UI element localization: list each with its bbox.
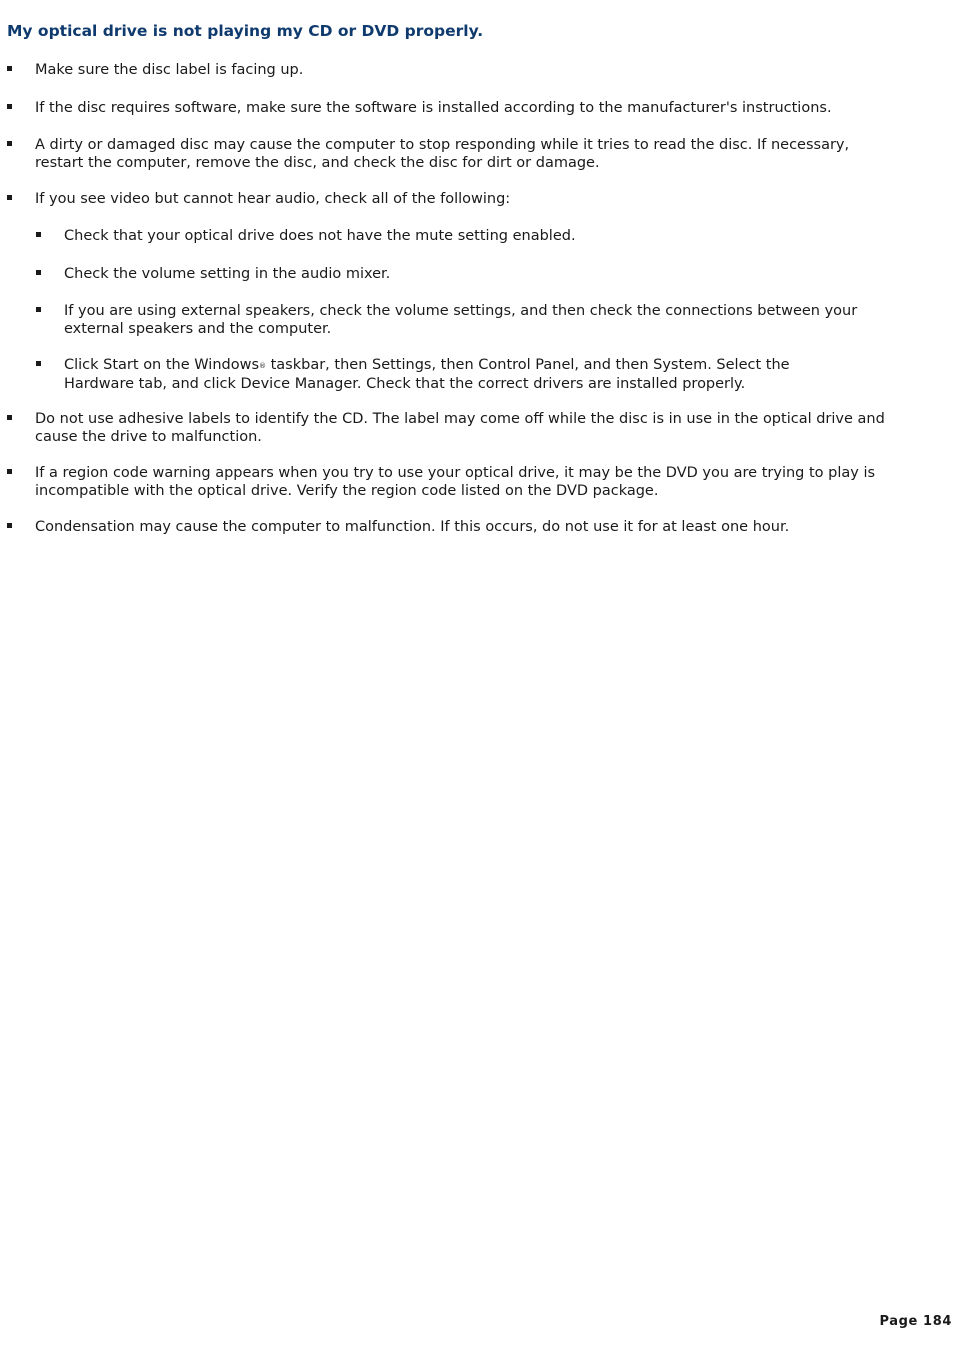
- sub-list-item-text: Click Start on the Windows: [64, 357, 259, 373]
- bullet-marker: [7, 141, 12, 146]
- bullet-marker: [7, 104, 12, 109]
- sub-bullet-marker: [36, 232, 41, 237]
- list-item: Do not use adhesive labels to identify the CD. The label may come off while the disc is in use in the optical drive and cause the drive to malfunction.: [35, 411, 885, 445]
- page-title: My optical drive is not playing my CD or DVD properly.: [7, 22, 484, 40]
- bullet-marker: [7, 66, 12, 71]
- sub-bullet-marker: [36, 270, 41, 275]
- list-item: If the disc requires software, make sure the software is installed according to the manufacturer's instructions.: [35, 100, 832, 116]
- page-number: Page 184: [879, 1314, 952, 1329]
- list-item: Condensation may cause the computer to malfunction. If this occurs, do not use it for at least one hour.: [35, 519, 790, 535]
- sub-bullet-marker: [36, 361, 41, 366]
- bullet-marker: [7, 523, 12, 528]
- sub-list-item: Check the volume setting in the audio mixer.: [64, 266, 391, 282]
- list-item: If a region code warning appears when you try to use your optical drive, it may be the DVD you are trying to play is incompatible with the optical drive. Verify the region code listed on the DVD package.: [35, 465, 876, 499]
- sub-list-item-text: taskbar, then Settings, then Control Panel, and then System. Select the Hardware tab, and click Device Manager. Check that the correct drivers are installed properly.: [64, 357, 790, 392]
- sub-list-item: If you are using external speakers, check the volume settings, and then check the connections between your external speakers and the computer.: [64, 303, 858, 337]
- sub-list-item: Check that your optical drive does not have the mute setting enabled.: [64, 228, 576, 244]
- bullet-marker: [7, 195, 12, 200]
- bullet-marker: [7, 469, 12, 474]
- list-item: If you see video but cannot hear audio, check all of the following:: [35, 191, 511, 207]
- registered-mark: ®: [259, 362, 266, 370]
- sub-list-item: [64, 356, 829, 393]
- list-item: A dirty or damaged disc may cause the computer to stop responding while it tries to read the disc. If necessary, restart the computer, remove the disc, and check the disc for dirt or damage.: [35, 137, 850, 171]
- bullet-marker: [7, 415, 12, 420]
- sub-bullet-marker: [36, 307, 41, 312]
- list-item: Make sure the disc label is facing up.: [35, 62, 304, 78]
